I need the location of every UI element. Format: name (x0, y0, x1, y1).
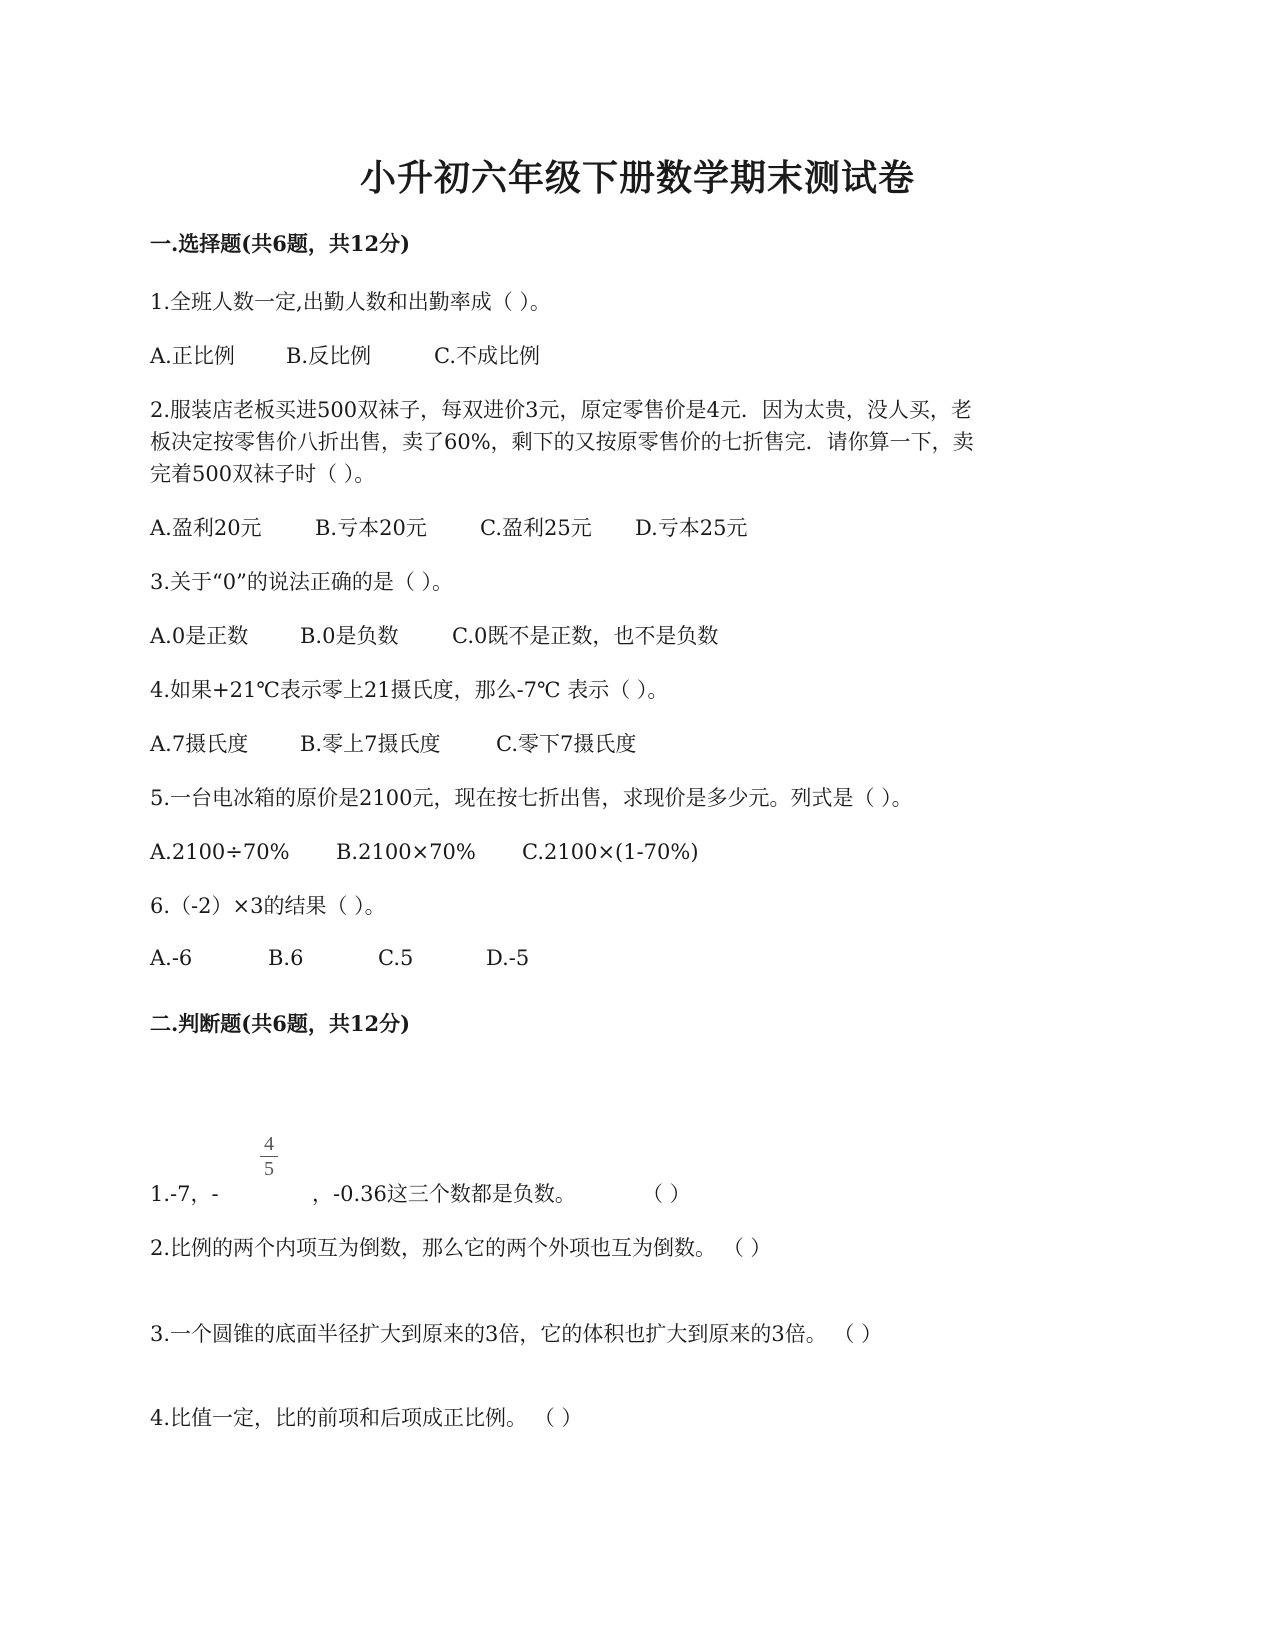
option-b: B.反比例 (286, 344, 372, 368)
question-6-text: 6.（-2）×3的结果（ ）。 (150, 894, 386, 918)
question-2-line-2: 板决定按零售价八折出售，卖了60%，剩下的又按原零售价的七折售完．请你算一下，卖 (150, 430, 974, 454)
page-title: 小升初六年级下册数学期末测试卷 (359, 157, 915, 199)
question-1-options (150, 340, 1130, 372)
judgment-1-text (150, 1178, 1130, 1210)
option-d: D.-5 (486, 946, 530, 970)
option-c: C.5 (378, 946, 414, 970)
fraction-bar (260, 1156, 278, 1157)
section-heading-choice: 一.选择题(共6题，共12分) (150, 231, 411, 256)
judgment-4-text: 4.比值一定，比的前项和后项成正比例。 （ ） (150, 1406, 583, 1430)
option-d: D.亏本25元 (635, 516, 748, 540)
option-b: B.2100×70% (336, 840, 476, 864)
option-a: A.-6 (150, 946, 193, 970)
question-2-options (150, 512, 1130, 544)
option-c: C.2100×(1-70%) (522, 840, 699, 864)
judgment-1-suffix: ，-0.36这三个数都是负数。 (312, 1182, 576, 1206)
question-5-text: 5.一台电冰箱的原价是2100元，现在按七折出售，求现价是多少元。列式是（ ）。 (150, 786, 913, 810)
question-5-options (150, 836, 1130, 868)
question-2-line-3: 完着500双袜子时（ ）。 (150, 462, 376, 486)
question-1-text: 1.全班人数一定,出勤人数和出勤率成（ ）。 (150, 290, 551, 314)
option-c: C.不成比例 (434, 344, 540, 368)
judgment-3-text: 3.一个圆锥的底面半径扩大到原来的3倍，它的体积也扩大到原来的3倍。 （ ） (150, 1322, 883, 1346)
option-a: A.正比例 (150, 344, 235, 368)
option-c: C.0既不是正数，也不是负数 (452, 624, 719, 648)
option-a: A.0是正数 (150, 624, 249, 648)
judgment-1-prefix: 1.-7，- (150, 1182, 219, 1206)
option-b: B.0是负数 (300, 624, 399, 648)
option-a: A.盈利20元 (150, 516, 262, 540)
option-b: B.零上7摄氏度 (300, 732, 441, 756)
option-a: A.7摄氏度 (150, 732, 249, 756)
question-4-text: 4.如果+21℃表示零上21摄氏度，那么-7℃ 表示（ ）。 (150, 678, 669, 702)
fraction-denominator: 5 (264, 1158, 274, 1180)
question-6-options (150, 942, 1130, 974)
judgment-1-blank: （ ） (642, 1182, 691, 1206)
question-3-text: 3.关于“0”的说法正确的是（ ）。 (150, 570, 454, 594)
fraction-four-fifths (258, 1133, 280, 1180)
option-c: C.盈利25元 (480, 516, 592, 540)
option-c: C.零下7摄氏度 (496, 732, 637, 756)
question-4-options (150, 728, 1130, 760)
option-a: A.2100÷70% (150, 840, 290, 864)
judgment-2-text: 2.比例的两个内项互为倒数，那么它的两个外项也互为倒数。 （ ） (150, 1236, 772, 1260)
section-heading-judgment: 二.判断题(共6题，共12分) (150, 1011, 411, 1036)
fraction-numerator: 4 (264, 1133, 274, 1155)
question-3-options (150, 620, 1130, 652)
question-2-line-1: 2.服装店老板买进500双袜子，每双进价3元，原定零售价是4元．因为太贵，没人买，老 (150, 398, 972, 422)
option-b: B.6 (268, 946, 304, 970)
option-b: B.亏本20元 (315, 516, 427, 540)
